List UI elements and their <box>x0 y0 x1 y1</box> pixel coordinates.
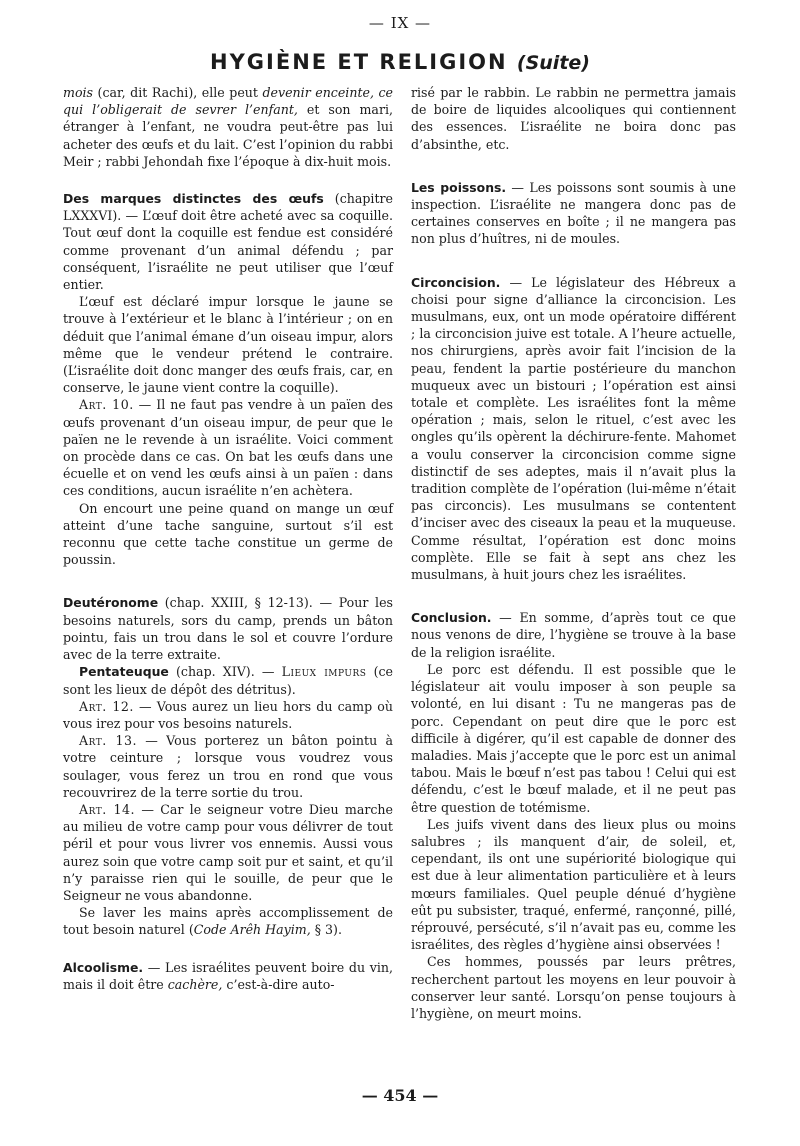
alcoolisme-text-1: — Les israélites peuvent boire du vin, mais il doit être <box>63 959 393 992</box>
roman-page-folio: — IX — <box>368 14 432 32</box>
cachere-italic: cachère, <box>167 976 223 992</box>
intro-italic-mois: mois <box>63 85 94 100</box>
page-title-main: HYGIÈNE ET RELIGION <box>210 50 508 74</box>
alcoolisme-text-2: c’est-à-dire auto- <box>222 976 335 992</box>
intro-text-1: (car, dit Rachi), elle peut <box>93 85 263 100</box>
conclusion-paragraph-1 <box>411 609 736 661</box>
article-14-label: Art. 14. <box>79 801 136 817</box>
pentateuque-heading: Pentateuque <box>79 664 169 680</box>
deuteronome-paragraph <box>63 594 393 663</box>
poissons-heading: Les poissons. <box>411 179 507 195</box>
se-laver-paragraph <box>63 904 393 938</box>
conclusion-paragraph-4: Ces hommes, poussés par leurs prêtres, recherchent partout les moyens en leur pouvoir à conserver leur santé. Lorsqu’on pense toujours à l’hygiène, on meurt moins. <box>411 954 736 1021</box>
pentateuque-text-b: (ce sont les lieux de dépôt des détritus). <box>63 664 393 697</box>
article-12-text: — Vous aurez un lieu hors du camp où vous irez pour vos besoins naturels. <box>63 698 393 731</box>
conclusion-paragraph-2: Le porc est défendu. Il est possible que le législateur ait voulu imposer à son peuple sa volonté, en lui disant : Tu ne mangeras pas de porc. Cependant on peut dire que le porc est difficile à digérer, qu’il est capable de donner des maladies. Mais j’accepte que le porc est un animal tabou. Mais le bœuf n’est pas tabou ! Celui qui est défendu, c’est le bœuf malade, et il ne peut pas être question de totémisme. <box>411 661 736 815</box>
oeufs-paragraph-2: L’œuf est déclaré impur lorsque le jaune se trouve à l’extérieur et le blanc à l’intérieur ; on en déduit que l’animal émane d’un oiseau impur, alors même que le vendeur prétend le contraire. (L’israélite doit donc manger des œufs frais, car, en conserve, le jaune vient contre la coquille). <box>63 294 393 396</box>
circoncision-text: — Le législateur des Hébreux a choisi pour signe d’alliance la circoncision. Les musulmans, eux, ont un mode opératoire différent ; la circoncision juive est totale. A l’heure actuelle, nos chirurgiens, après avoir fait l’incision de la peau, fendent la partie postérieure du manchon muqueux avec un bistouri ; l’opération est ainsi totale et complète. Les israélites font la même opération ; mais, selon le rituel, c’est avec les ongles qu’ils opèrent la déchirure-fente. Mahomet a voulu conserver la circoncision comme signe distinctif de ses adeptes, mais il n’avait plus la tradition complète de l’opération (lui-même n’était pas circoncis). Les musulmans se contentent d’inciser avec des ciseaux la peau et la muqueuse. Comme résultat, l’opération est donc moins complète. Elle se fait à sept ans chez les musulmans, à huit jours chez les israélites. <box>411 274 736 583</box>
oeufs-paragraph-1 <box>63 190 393 293</box>
article-13-text: — Vous porterez un bâton pointu à votre ceinture ; lorsque vous voudrez vous soulager, vous ferez un trou en rond que vous recouvrirez de la terre sortie du trou. <box>63 733 393 800</box>
intro-text-2: et son mari, étranger à l’enfant, ne voudra peut-être pas lui acheter des œufs et du lait. C’est l’opinion du rabbi Meir ; rabbi Jehondah fixe l’époque à dix-huit mois. <box>63 102 393 169</box>
page-title <box>0 50 800 74</box>
intro-italic-enceinte: devenir enceinte, ce qui l’obligerait de sevrer l’enfant, <box>63 85 393 118</box>
article-14-text: — Car le seigneur votre Dieu marche au milieu de votre camp pour vous délivrer de tout péril et pour vous livrer vos ennemis. Aussi vous aurez soin que votre camp soit pur et saint, et qu’il n’y paraisse rien qui le souille, de peur que le Seigneur ne vous abandonne. <box>63 801 393 903</box>
article-10-label: Art. 10. <box>79 397 134 413</box>
article-13-label: Art. 13. <box>79 733 138 749</box>
page-number: — 454 — <box>361 1086 439 1105</box>
article-12 <box>63 698 393 732</box>
article-10-text: — Il ne faut pas vendre à un païen des œufs provenant d’un oiseau impur, de peur que le païen ne le revende à un israélite. Voici comment on procède dans ce cas. On bat les œufs dans une écuelle et on vend les œufs ainsi à un païen : dans ces conditions, aucun israélite n’en achètera. <box>63 397 393 499</box>
page-title-suite: (Suite) <box>516 52 590 74</box>
circoncision-heading: Circoncision. <box>411 274 501 290</box>
alcoolisme-continuation: risé par le rabbin. Le rabbin ne permettra jamais de boire de liquides alcooliques qui contiennent des essences. L’israélite ne boira donc pas d’absinthe, etc. <box>411 85 736 152</box>
poissons-text: — Les poissons sont soumis à une inspection. L’israélite ne mangera donc pas de certaines conserves en boîte ; il ne mangera pas non plus d’huîtres, ni de moules. <box>411 179 736 247</box>
poissons-paragraph <box>411 179 736 248</box>
oeufs-paragraph-4: On encourt une peine quand on mange un œuf atteint d’une tache sanguine, surtout s’il est reconnu que cette tache constitue un germe de poussin. <box>63 500 393 568</box>
pentateuque-paragraph <box>63 663 393 697</box>
pentateuque-text-a: (chap. XIV). — <box>168 664 282 680</box>
se-laver-text-a: Se laver les mains après accomplissement de tout besoin naturel ( <box>63 905 393 938</box>
alcoolisme-paragraph <box>63 959 393 993</box>
intro-paragraph <box>63 84 393 170</box>
article-10 <box>63 396 393 499</box>
se-laver-text-b: § 3). <box>310 922 342 938</box>
oeufs-heading: Des marques distinctes des œufs <box>63 191 324 207</box>
deuteronome-text: (chap. XXIII, § 12-13). — Pour les besoins naturels, sors du camp, prends un bâton pointu, fais un trou dans le sol et couvre l’ordure avec de la terre extraite. <box>63 595 393 663</box>
alcoolisme-heading: Alcoolisme. <box>63 959 144 975</box>
conclusion-text-1: — En somme, d’après tout ce que nous venons de dire, l’hygiène se trouve à la base de la religion israélite. <box>411 610 736 660</box>
conclusion-paragraph-3: Les juifs vivent dans des lieux plus ou moins salubres ; ils manquent d’air, de soleil, et, cependant, ils ont une supériorité biologique qui est due à leur alimentation particulière et à leurs mœurs familiales. Quel peuple dénué d’hygiène eût pu subsister, traqué, enfermé, rançonné, pillé, réprouvé, persécuté, s’il n’avait pas eu, comme les israélites, des règles d’hygiène ainsi observées ! <box>411 816 736 953</box>
right-column <box>411 84 736 1022</box>
article-14 <box>63 801 393 904</box>
lieux-impurs-smallcaps: Lieux impurs <box>281 664 367 680</box>
article-12-label: Art. 12. <box>79 698 134 714</box>
article-13 <box>63 732 393 801</box>
conclusion-heading: Conclusion. <box>411 610 492 626</box>
circoncision-paragraph <box>411 274 736 584</box>
code-areh-hayim-italic: Code Arêh Hayim, <box>193 922 311 938</box>
left-column <box>63 84 393 993</box>
deuteronome-heading: Deutéronome <box>63 595 159 611</box>
oeufs-text-1: (chapitre LXXXVI). — L’œuf doit être acheté avec sa coquille. Tout œuf dont la coquille est fendue est considéré comme provenant d’un animal défendu ; par conséquent, l’israélite ne peut utiliser que l’œuf entier. <box>63 191 393 293</box>
